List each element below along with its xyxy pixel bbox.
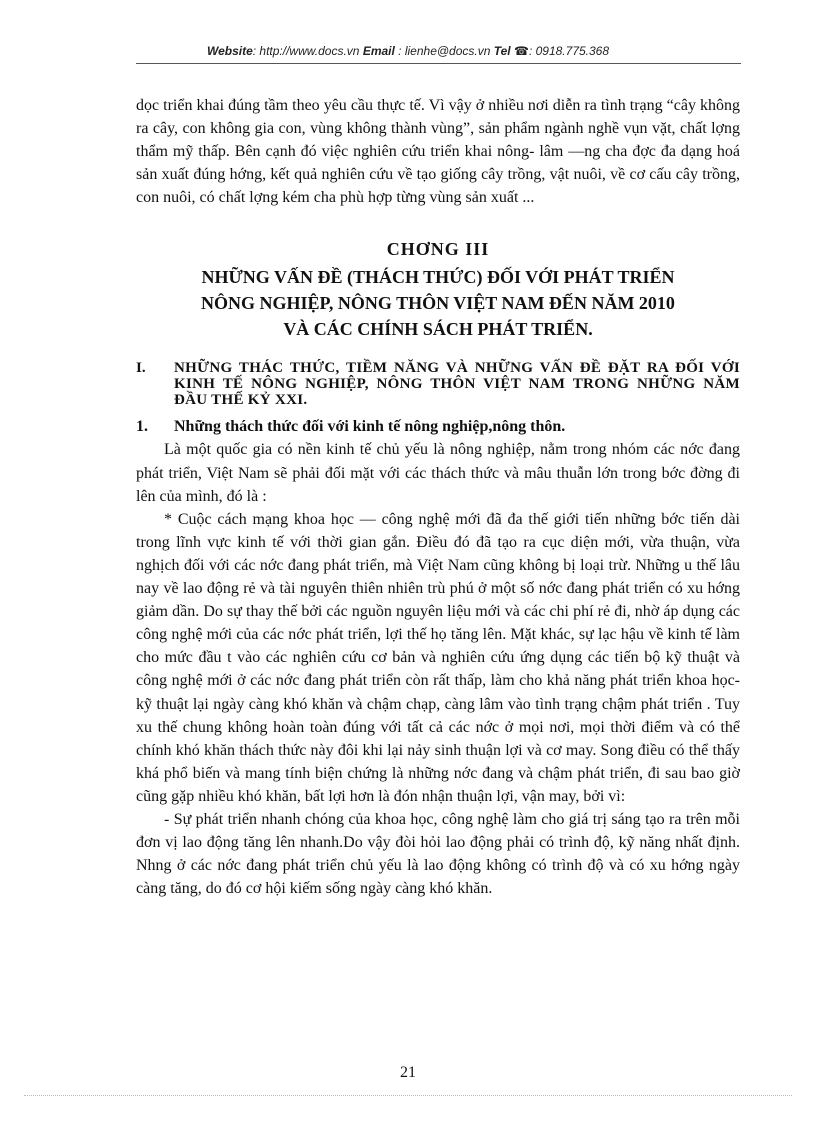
chapter-title-line-3: VÀ CÁC CHÍNH SÁCH PHÁT TRIỂN. — [283, 319, 593, 340]
subsection-heading — [136, 416, 740, 438]
chapter-label: CHƠNG III — [386, 239, 490, 260]
tel-value: ☎: 0918.775.368 — [514, 44, 610, 58]
paragraph-2: * Cuộc cách mạng khoa học — công nghệ mới đã đa thế giới tiến những bớc tiến dài trong lĩnh vực kinh tế với thời gian gắn. Điều đó đã tạo ra cục diện mới, vừa thuận, vừa nghịch đối với các nớc đang phát triển, mà Việt Nam cũng không bị loại trừ. Những u thế lâu nay về lao động rẻ và tài nguyên thiên nhiên trù phú ở một số nớc đang phát triển có xu hớng giảm dần. Do sự thay thế bởi các nguồn nguyên liệu mới và các chi phí rẻ đi, nhờ áp dụng các công nghệ mới của các nớc phát triển, lợi thế họ tăng lên. Mặt khác, sự lạc hậu về kinh tế làm cho mức đầu t vào các nghiên cứu cơ bản và nghiên cứu ứng dụng các tiến bộ kỹ thuật và công nghệ mới ở các nớc đang phát triển còn rất thấp, làm cho khả năng phát triển khoa học- kỹ thuật lại ngày càng khó khăn và chậm chạp, càng lâm vào tình trạng chậm phát triển . Tuy xu thế chung không hoàn toàn đúng với tất cả các nớc ở mọi nơi, mọi thời điểm và có thể chính khó khăn thách thức này đôi khi lại nảy sinh thuận lợi và cơ may. Song điều có thể thấy khá phổ biến và mang tính biện chứng là những nớc đang và chậm phát triển, đi sau bao giờ cũng gặp nhiều khó khăn, bất lợi hơn là đón nhận thuận lợi, vận may, bởi vì: — [136, 510, 740, 805]
section-heading — [136, 360, 740, 408]
header-divider — [136, 63, 741, 64]
section-title: NHỮNG THÁC THỨC, TIỀM NĂNG VÀ NHỮNG VẤN ĐỀ ĐẶT RA ĐỐI VỚI KINH TẾ NÔNG NGHIỆP, NÔNG THÔN VIỆT NAM TRONG NHỮNG NĂM ĐẦU THẾ KỶ XXI. — [174, 360, 740, 409]
website-label: Website — [206, 44, 253, 58]
paragraph-1: Là một quốc gia có nền kinh tế chủ yếu là nông nghiệp, nằm trong nhóm các nớc đang phát triển, Việt Nam sẽ phải đối mặt với các thách thức và mâu thuẫn lớn trong bớc đờng đi lên của mình, đó là : — [136, 441, 740, 505]
section-number: I. — [136, 360, 146, 377]
page-number: 21 — [400, 1064, 416, 1081]
chapter-title-line-1: NHỮNG VẤN ĐỀ (THÁCH THỨC) ĐỐI VỚI PHÁT TRIỂN — [201, 267, 675, 288]
chapter-title — [136, 264, 740, 342]
email-value: : lienhe@docs.vn — [398, 44, 491, 58]
chapter-title-line-2: NÔNG NGHIỆP, NÔNG THÔN VIỆT NAM ĐẾN NĂM 2010 — [201, 293, 675, 314]
subsection-title: Những thách thức đối với kinh tế nông nghiệp,nông thôn. — [174, 418, 566, 436]
website-value: : http://www.docs.vn — [252, 44, 360, 58]
tel-label: Tel — [493, 44, 511, 58]
email-label: Email — [362, 44, 395, 58]
paragraph-3: - Sự phát triển nhanh chóng của khoa học, công nghệ làm cho giá trị sáng tạo ra trên mỗi đơn vị lao động tăng lên nhanh.Do vậy đòi hỏi lao động phải có trình độ, kỹ năng nhất định. Nhng ở các nớc đang phát triển chủ yếu là lao động không có trình độ và có xu hớng ngày càng tăng, do đó cơ hội kiếm sống ngày càng khó khăn. — [136, 810, 740, 898]
document-body — [136, 94, 740, 900]
subsection-number: 1. — [136, 418, 148, 436]
page-header — [0, 44, 816, 58]
intro-paragraph: dọc triển khai đúng tầm theo yêu cầu thực tế. Vì vậy ở nhiều nơi diễn ra tình trạng “cây không ra cây, con không gia con, vùng không thành vùng”, sản phẩm ngành nghề vụn vặt, chất lợng thẩm mỹ thấp. Bên cạnh đó việc nghiên cứu triển khai nông- lâm —ng cha đợc đa dạng hoá sản xuất đúng hớng, kết quả nghiên cứu về tạo giống cây trồng, vật nuôi, về cơ cấu cây trồng, con nuôi, có chất lợng kém cha phù hợp từng vùng sản xuất ... — [136, 97, 740, 207]
footer-divider — [24, 1095, 792, 1096]
